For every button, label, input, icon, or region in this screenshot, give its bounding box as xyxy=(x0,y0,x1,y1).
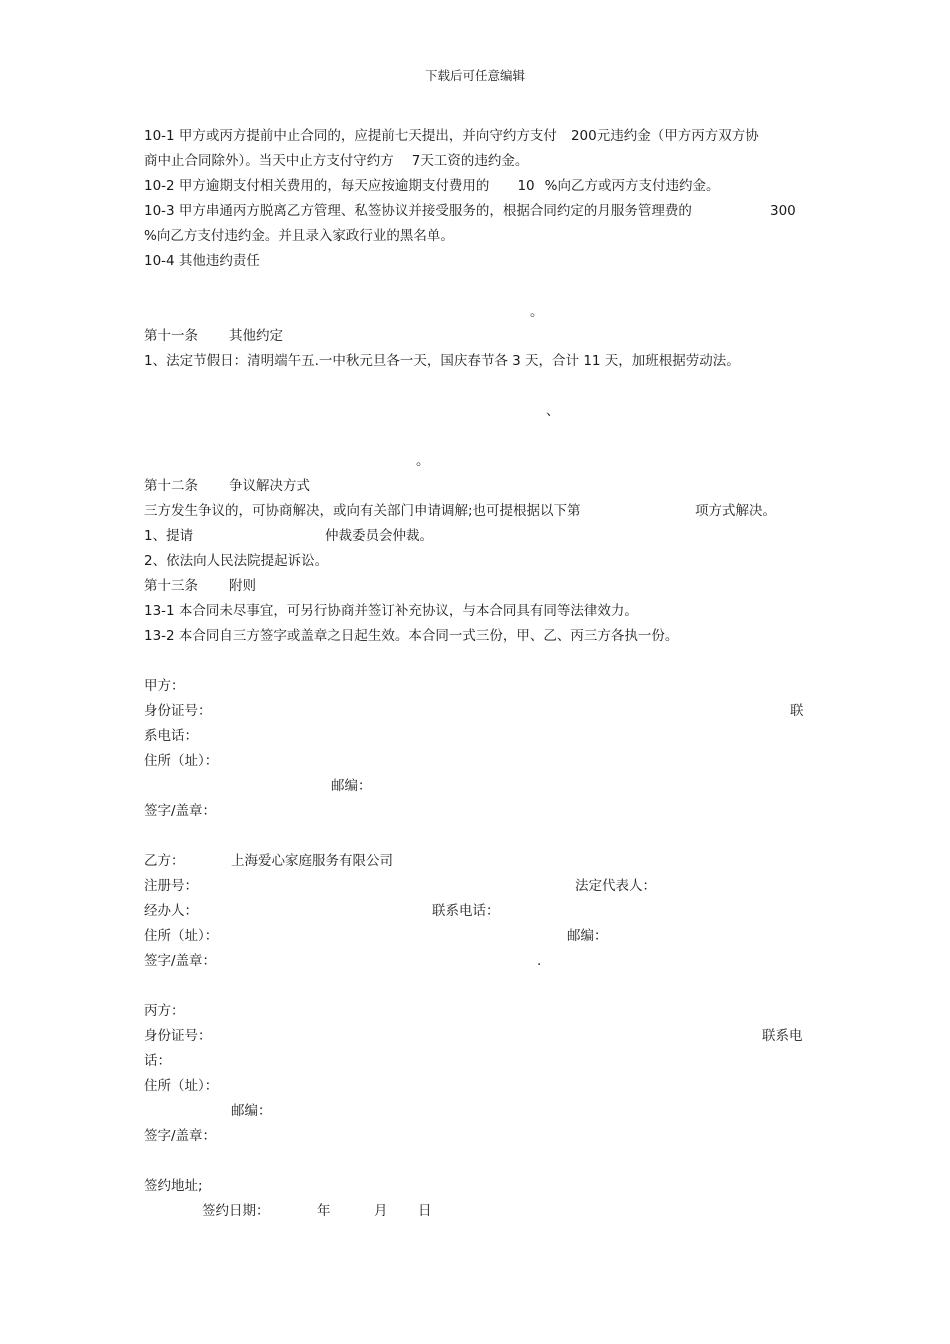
party-a-id-label: 身份证号： xyxy=(144,703,212,719)
clause-text: %向乙方或丙方支付违约金。 xyxy=(544,178,720,194)
article-11-item-1: 1、法定节假日：清明端午五.一中秋元旦各一天，国庆春节各 3 天，合计 11 天，加班根据劳动法。 xyxy=(144,353,740,369)
party-a-label: 甲方： xyxy=(144,678,185,694)
stray-mark: 。 xyxy=(530,304,544,320)
clause-10-1-line2 xyxy=(144,151,528,171)
party-b-reg-label: 注册号： xyxy=(144,878,198,894)
signing-place-label: 签约地址; xyxy=(144,1178,203,1194)
penalty-rate-300: 300 xyxy=(770,203,796,219)
party-c-id-label: 身份证号： xyxy=(144,1028,212,1044)
party-b-postcode-label: 邮编： xyxy=(567,928,608,944)
party-b-phone-label: 联系电话： xyxy=(432,903,500,919)
party-a-phone-label-end: 系电话： xyxy=(144,728,198,744)
party-c-label: 丙方： xyxy=(144,1003,185,1019)
clause-10-1-line1 xyxy=(144,126,759,146)
clause-text: 10-1 甲方或丙方提前中止合同的，应提前七天提出，并向守约方支付 xyxy=(144,128,557,144)
signing-date-label: 签约日期： xyxy=(202,1203,270,1219)
article-12-paragraph: 三方发生争议的，可协商解决，或向有关部门申请调解;也可提根据以下第 xyxy=(144,503,581,519)
party-c-phone-label-start: 联系电 xyxy=(762,1028,803,1044)
stray-mark: 、 xyxy=(546,403,560,419)
article-title: 附则 xyxy=(229,578,256,594)
article-number: 第十二条 xyxy=(144,478,198,494)
signing-day-label: 日 xyxy=(418,1203,432,1219)
party-b-agent-label: 经办人： xyxy=(144,903,198,919)
article-12-item-1-end: 仲裁委员会仲裁。 xyxy=(325,528,433,544)
party-b-sign-label: 签字/盖章： xyxy=(144,953,217,969)
clause-text: 商中止合同除外）。当天中止方支付守约方 xyxy=(144,153,394,169)
penalty-rate: 10 xyxy=(517,178,535,194)
party-a-address-label: 住所（址）： xyxy=(144,753,219,769)
clause-10-3-line1 xyxy=(144,201,692,221)
penalty-amount: 200 xyxy=(570,128,597,144)
article-12-item-2: 2、依法向人民法院提起诉讼。 xyxy=(144,553,329,569)
party-b-address-label: 住所（址）： xyxy=(144,928,219,944)
party-c-phone-label-end: 话： xyxy=(144,1053,171,1069)
article-number: 第十一条 xyxy=(144,328,198,344)
article-number: 第十三条 xyxy=(144,578,198,594)
clause-13-1: 13-1 本合同未尽事宜，可另行协商并签订补充协议，与本合同具有同等法律效力。 xyxy=(144,603,638,619)
party-b-label: 乙方： xyxy=(144,853,185,869)
signing-year-label: 年 xyxy=(317,1203,331,1219)
clause-text: 10-3 甲方串通丙方脱离乙方管理、私签协议并接受服务的，根据合同约定的月服务管理费的 xyxy=(144,203,692,219)
article-13-heading xyxy=(144,576,256,596)
signing-month-label: 月 xyxy=(374,1203,388,1219)
party-c-address-label: 住所（址）： xyxy=(144,1078,219,1094)
clause-text: 天工资的违约金。 xyxy=(420,153,529,169)
clause-13-2: 13-2 本合同自三方签字或盖章之日起生效。本合同一式三份，甲、乙、丙三方各执一份。 xyxy=(144,628,679,644)
page-header: 下载后可任意编辑 xyxy=(424,68,525,83)
clause-10-4: 10-4 其他违约责任 xyxy=(144,253,260,269)
party-c-sign-label: 签字/盖章： xyxy=(144,1128,217,1144)
clause-text: 元违约金（甲方丙方双方协 xyxy=(596,128,759,144)
clause-text: 10-2 甲方逾期支付相关费用的，每天应按逾期支付费用的 xyxy=(144,178,490,194)
stray-mark: 。 xyxy=(416,453,430,469)
party-a-postcode-label: 邮编： xyxy=(331,778,372,794)
party-c-postcode-label: 邮编： xyxy=(231,1103,272,1119)
article-12-item-1: 1、提请 xyxy=(144,528,194,544)
stray-mark: . xyxy=(537,953,542,969)
article-title: 其他约定 xyxy=(229,328,283,344)
article-11-heading xyxy=(144,326,283,346)
party-b-legal-rep-label: 法定代表人： xyxy=(575,878,656,894)
party-a-sign-label: 签字/盖章： xyxy=(144,803,217,819)
clause-10-2 xyxy=(144,176,719,196)
article-12-heading xyxy=(144,476,310,496)
penalty-days: 7 xyxy=(411,153,421,169)
article-title: 争议解决方式 xyxy=(229,478,310,494)
party-b-company-name: 上海爱心家庭服务有限公司 xyxy=(231,853,393,869)
party-a-phone-label-start: 联 xyxy=(790,703,804,719)
article-12-paragraph-end: 项方式解决。 xyxy=(695,503,776,519)
clause-10-3-line2: %向乙方支付违约金。并且录入家政行业的黑名单。 xyxy=(144,228,454,244)
